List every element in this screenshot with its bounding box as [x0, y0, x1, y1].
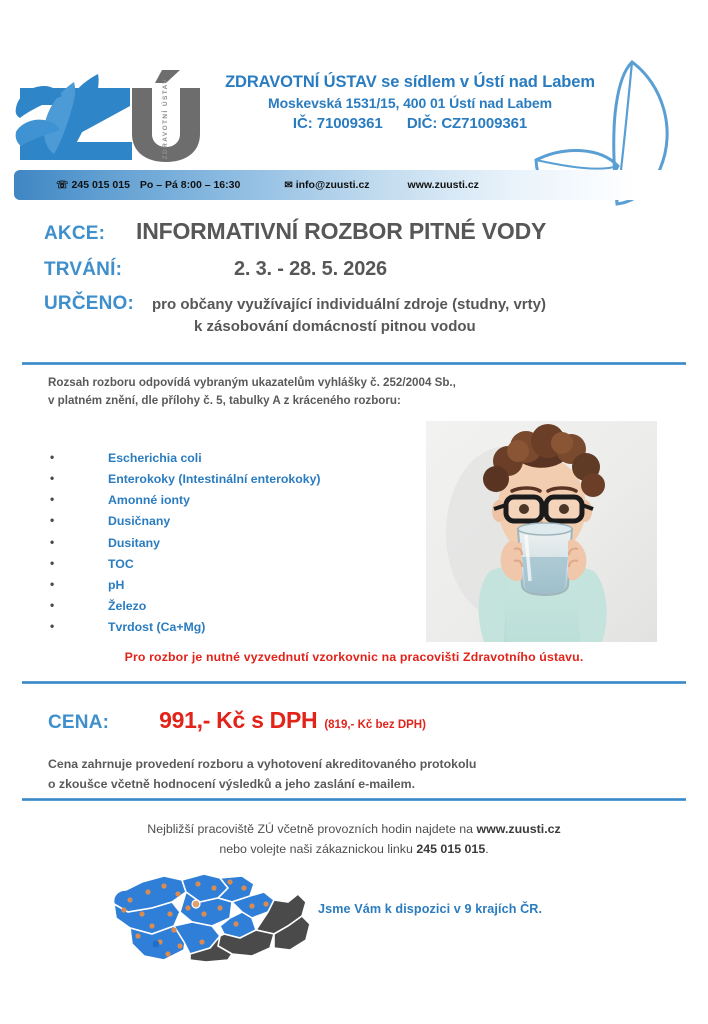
organisation-ids — [180, 113, 640, 136]
parameter-list — [46, 448, 426, 638]
list-item — [46, 511, 426, 532]
title-block — [0, 218, 708, 338]
parameter-label: Železo — [108, 598, 147, 613]
parameter-label: Escherichia coli — [108, 451, 202, 465]
trvani-value: 2. 3. - 28. 5. 2026 — [234, 258, 387, 280]
divider-price — [22, 681, 686, 684]
urceno-line1: pro občany využívající individuální zdroje (studny, vrty) — [152, 296, 546, 313]
contact-email[interactable] — [284, 179, 369, 191]
list-item — [46, 554, 426, 575]
footer-line2-period: . — [485, 841, 489, 856]
coverage-slogan: Jsme Vám k dispozici v 9 krajích ČR. — [318, 902, 543, 916]
scope-line2: v platném znění, dle přílohy č. 5, tabulky A z kráceného rozboru: — [48, 393, 401, 407]
list-item — [46, 575, 426, 596]
organisation-address: Moskevská 1531/15, 400 01 Ústí nad Labem — [268, 94, 552, 111]
dic-label: DIČ: — [406, 114, 438, 132]
urceno-line2: k zásobování domácností pitnou vodou — [194, 317, 476, 335]
footer-line-2 — [0, 840, 708, 860]
list-item — [46, 469, 426, 490]
divider-footer — [22, 798, 686, 801]
boy-drinking-water-photo — [426, 421, 657, 642]
parameter-label: Dusičnany — [108, 514, 171, 529]
ico-label: IČ: — [292, 114, 313, 132]
photo-illustration — [426, 421, 657, 642]
footer-line-1 — [0, 820, 708, 840]
price-without-vat: (819,- Kč bez DPH) — [324, 719, 426, 731]
phone-icon: ☏ — [56, 180, 69, 191]
header — [0, 58, 708, 210]
list-item — [46, 448, 426, 469]
trvani-label: TRVÁNÍ: — [44, 259, 123, 280]
row-urceno — [0, 293, 708, 338]
scope-line1: Rozsah rozboru odpovídá vybraným ukazatelům vyhlášky č. 252/2004 Sb., — [48, 376, 456, 389]
contact-hours: Po – Pá 8:00 – 16:30 — [139, 179, 241, 191]
list-item — [46, 596, 426, 617]
footer-line1-text: Nejbližší pracoviště ZÚ včetně provozních hodin najdete na — [147, 822, 477, 836]
footer-website[interactable]: www.zuusti.cz — [476, 822, 561, 836]
pickup-notice: Pro rozbor je nutné vyzvednutí vzorkovnic na pracovišti Zdravotního ústavu. — [124, 650, 584, 664]
czech-republic-map-icon — [108, 868, 318, 963]
urceno-label: URČENO: — [44, 293, 135, 314]
price-label: CENA: — [48, 712, 110, 733]
contact-phone[interactable] — [56, 179, 130, 191]
parameter-label: pH — [108, 577, 125, 592]
logo-vertical-text: ZDRAVOTNÍ ÚSTAV — [162, 78, 169, 160]
zu-logo-icon — [12, 70, 208, 162]
price-desc-line2: o zkoušce včetně hodnocení výsledků a jeho zaslání e-mailem. — [48, 776, 415, 791]
parameter-label: Tvrdost (Ca+Mg) — [108, 620, 206, 635]
envelope-icon: ✉ — [284, 180, 293, 191]
row-akce — [0, 218, 708, 245]
organisation-name: ZDRAVOTNÍ ÚSTAV se sídlem v Ústí nad Labem — [225, 73, 595, 91]
list-item — [46, 533, 426, 554]
dic-value: CZ71009361 — [441, 114, 528, 132]
contact-email-address: info@zuusti.cz — [295, 179, 370, 191]
akce-value: INFORMATIVNÍ ROZBOR PITNÉ VODY — [136, 218, 547, 244]
parameter-label: TOC — [108, 556, 134, 571]
price-with-vat: 991,- Kč s DPH — [159, 707, 318, 733]
contact-bar — [14, 170, 674, 200]
organisation-info — [180, 72, 640, 135]
ico-value: 71009361 — [316, 114, 383, 132]
map-illustration — [108, 868, 318, 963]
footer-phone[interactable]: 245 015 015 — [416, 841, 486, 856]
divider-top — [22, 362, 686, 365]
parameter-label: Enterokoky (Intestinální enterokoky) — [108, 472, 321, 487]
price-description — [48, 755, 660, 794]
footer-line2-text: nebo volejte naši zákaznickou linku — [219, 841, 417, 856]
contact-website[interactable]: www.zuusti.cz — [407, 179, 479, 191]
parameter-label: Dusitany — [108, 535, 160, 550]
price-desc-line1: Cena zahrnuje provedení rozboru a vyhotovení akreditovaného protokolu — [48, 757, 477, 771]
list-item — [46, 617, 426, 638]
akce-label: AKCE: — [44, 223, 106, 244]
row-trvani — [0, 258, 708, 281]
price-row — [48, 707, 426, 734]
contact-phone-number: 245 015 015 — [71, 179, 130, 191]
scope-paragraph — [48, 374, 508, 410]
list-item — [46, 490, 426, 511]
logo — [12, 70, 208, 162]
urceno-value — [152, 294, 546, 338]
parameter-label: Amonné ionty — [108, 493, 190, 508]
footer-contact-text — [0, 820, 708, 859]
